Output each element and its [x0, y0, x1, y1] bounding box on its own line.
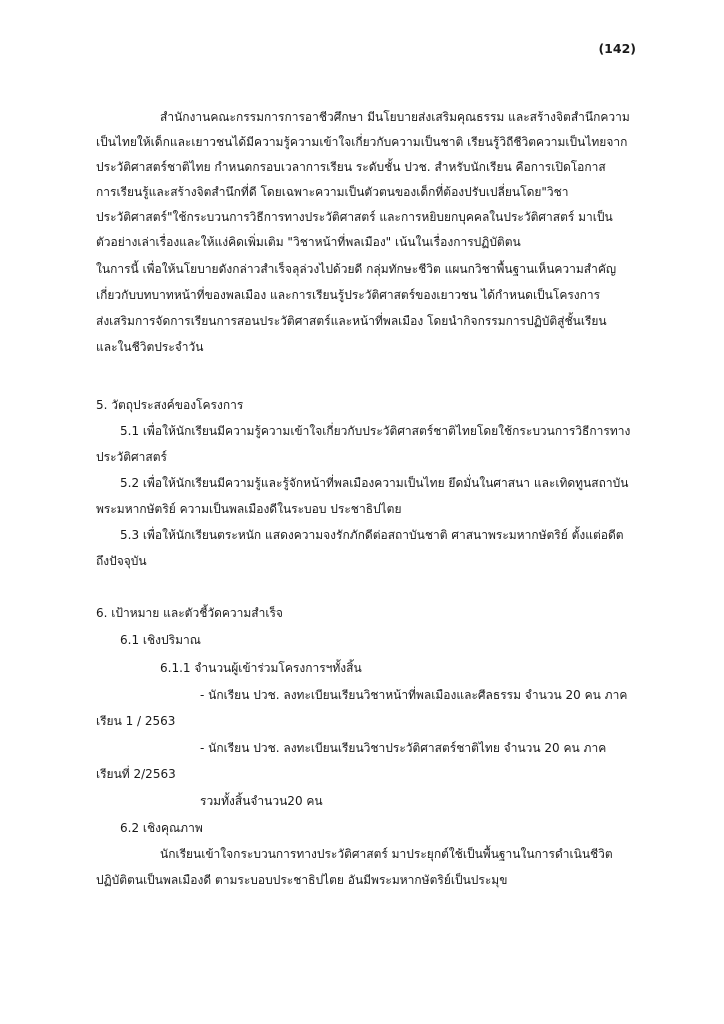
- intro-line: และในชีวิตประจำวัน: [96, 340, 204, 354]
- target-group-line: - นักเรียน ปวช. ลงทะเบียนเรียนวิชาประวัติศาสตร์ชาติไทย จำนวน 20 คน ภาค: [200, 741, 607, 755]
- objective-line: 5.1 เพื่อให้นักเรียนมีความรู้ความเข้าใจเกี่ยวกับประวัติศาสตร์ชาติไทยโดยใช้กระบวนการวิธีการทาง: [120, 424, 631, 438]
- intro-line: การเรียนรู้และสร้างจิตสำนึกที่ดี โดยเฉพาะความเป็นตัวตนของเด็กที่ต้องปรับเปลี่ยนโดย"วิชา: [96, 185, 569, 199]
- subsection-heading: 6.2 เชิงคุณภาพ: [120, 821, 203, 835]
- intro-line: ประวัติศาสตร์ชาติไทย กำหนดกรอบเวลาการเรียน ระดับชั้น ปวช. สำหรับนักเรียน คือการเปิดโอกาส: [96, 160, 606, 174]
- target-group-line: เรียนที่ 2/2563: [96, 767, 176, 781]
- objective-line: 5.3 เพื่อให้นักเรียนตระหนัก แสดงความจงรักภักดีต่อสถาบันชาติ ศาสนาพระมหากษัตริย์ ตั้งแต่อดีต: [120, 528, 624, 542]
- quality-line: นักเรียนเข้าใจกระบวนการทางประวัติศาสตร์ มาประยุกต์ใช้เป็นพื้นฐานในการดำเนินชีวิต: [160, 847, 613, 861]
- target-group-line: เรียน 1 / 2563: [96, 714, 176, 728]
- intro-line: ในการนี้ เพื่อให้นโยบายดังกล่าวสำเร็จลุล่วงไปด้วยดี กลุ่มทักษะชีวิต แผนกวิชาพื้นฐานเห็นความสำคัญ: [96, 262, 617, 276]
- objective-line: พระมหากษัตริย์ ความเป็นพลเมืองดีในระบอบ ประชาธิปไตย: [96, 502, 402, 516]
- objective-line: ถึงปัจจุบัน: [96, 554, 147, 568]
- intro-line: ส่งเสริมการจัดการเรียนการสอนประวัติศาสตร์และหน้าที่พลเมือง โดยนำกิจกรรมการปฏิบัติสู่ชั้นเรียน: [96, 314, 607, 328]
- objective-line: ประวัติศาสตร์: [96, 450, 167, 464]
- intro-line: ตัวอย่างเล่าเรื่องและให้แง่คิดเพิ่มเติม "วิชาหน้าที่พลเมือง" เน้นในเรื่องการปฏิบัติตน: [96, 235, 521, 249]
- intro-line: เป็นไทยให้เด็กและเยาวชนได้มีความรู้ความเข้าใจเกี่ยวกับความเป็นชาติ เรียนรู้วิถีชีวิตความเป็นไทยจาก: [96, 135, 628, 149]
- page-number: (142): [598, 41, 636, 56]
- section-heading: 5. วัตถุประสงค์ของโครงการ: [96, 398, 244, 412]
- total-participants: รวมทั้งสิ้นจำนวน20 คน: [200, 794, 323, 808]
- subsection-heading: 6.1 เชิงปริมาณ: [120, 633, 201, 647]
- intro-line: ประวัติศาสตร์"ใช้กระบวนการวิธีการทางประวัติศาสตร์ และการหยิบยกบุคคลในประวัติศาสตร์ มาเป็น: [96, 210, 613, 224]
- subsection-heading: 6.1.1 จำนวนผู้เข้าร่วมโครงการฯทั้งสิ้น: [160, 661, 362, 675]
- quality-line: ปฏิบัติตนเป็นพลเมืองดี ตามระบอบประชาธิปไตย อันมีพระมหากษัตริย์เป็นประมุข: [96, 873, 508, 887]
- intro-line: เกี่ยวกับบทบาทหน้าที่ของพลเมือง และการเรียนรู้ประวัติศาสตร์ของเยาวชน ได้กำหนดเป็นโครงการ: [96, 288, 601, 302]
- target-group-line: - นักเรียน ปวช. ลงทะเบียนเรียนวิชาหน้าที่พลเมืองและศีลธรรม จำนวน 20 คน ภาค: [200, 688, 628, 702]
- intro-line: สำนักงานคณะกรรมการการอาชีวศึกษา มีนโยบายส่งเสริมคุณธรรม และสร้างจิตสำนึกความ: [160, 110, 630, 124]
- section-heading: 6. เป้าหมาย และตัวชี้วัดความสำเร็จ: [96, 606, 283, 620]
- objective-line: 5.2 เพื่อให้นักเรียนมีความรู้และรู้จักหน้าที่พลเมืองความเป็นไทย ยึดมั่นในศาสนา และเทิดทูนสถาบัน: [120, 476, 629, 490]
